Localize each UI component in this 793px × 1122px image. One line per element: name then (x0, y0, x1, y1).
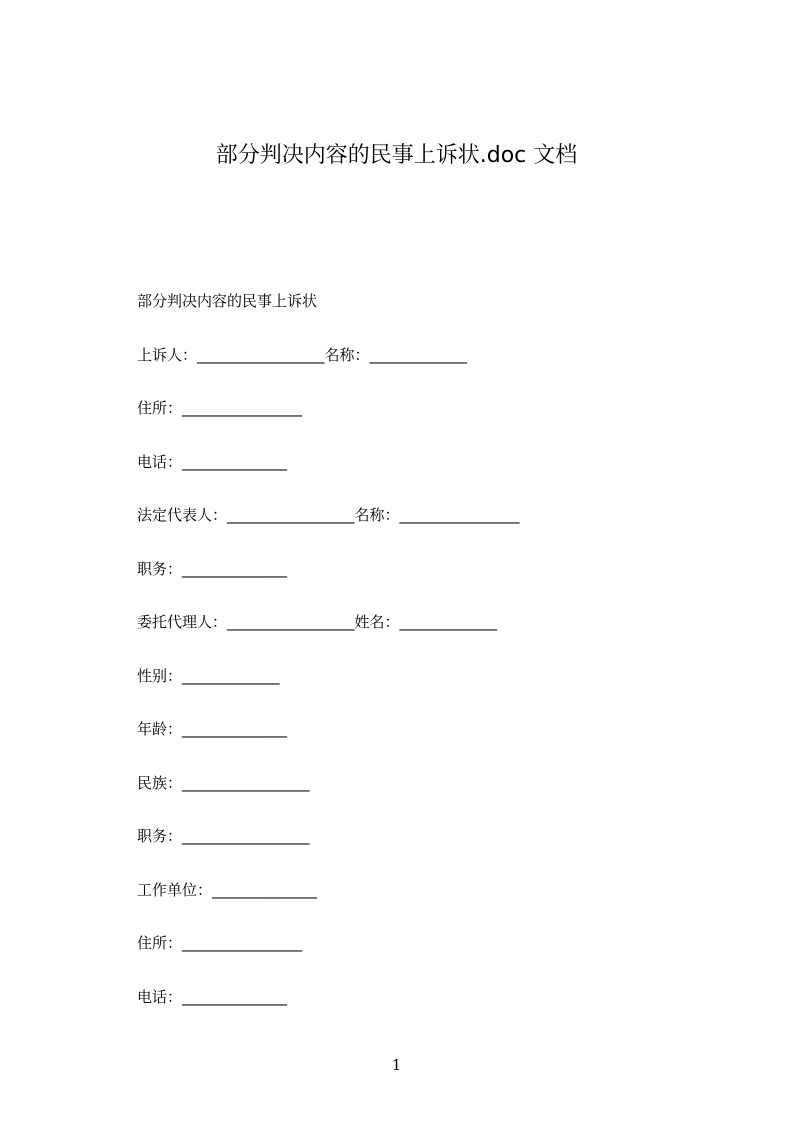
document-subtitle: 部分判决内容的民事上诉状 (137, 292, 318, 310)
phone-line: 电话：______________ (137, 452, 288, 471)
appellant-line: 上诉人：_________________名称：_____________ (137, 345, 468, 364)
age-line: 年龄：______________ (137, 720, 288, 738)
agent-position-line: 职务：_________________ (137, 827, 310, 845)
address-line: 住所：________________ (137, 399, 303, 417)
page-number: 1 (391, 1056, 402, 1074)
position-line: 职务：______________ (137, 559, 288, 578)
agent-address-line: 住所：________________ (137, 934, 303, 952)
gender-line: 性别：_____________ (137, 666, 280, 685)
document-body (137, 290, 697, 1039)
document-title: 部分判决内容的民事上诉状.doc 文档 (215, 143, 578, 168)
legal-representative-line: 法定代表人：_________________名称：________________ (137, 506, 520, 524)
agent-phone-line: 电话：______________ (137, 987, 288, 1006)
agent-line: 委托代理人：_________________姓名：_____________ (137, 613, 498, 631)
employer-line: 工作单位：______________ (137, 880, 318, 899)
ethnicity-line: 民族：_________________ (137, 773, 310, 792)
